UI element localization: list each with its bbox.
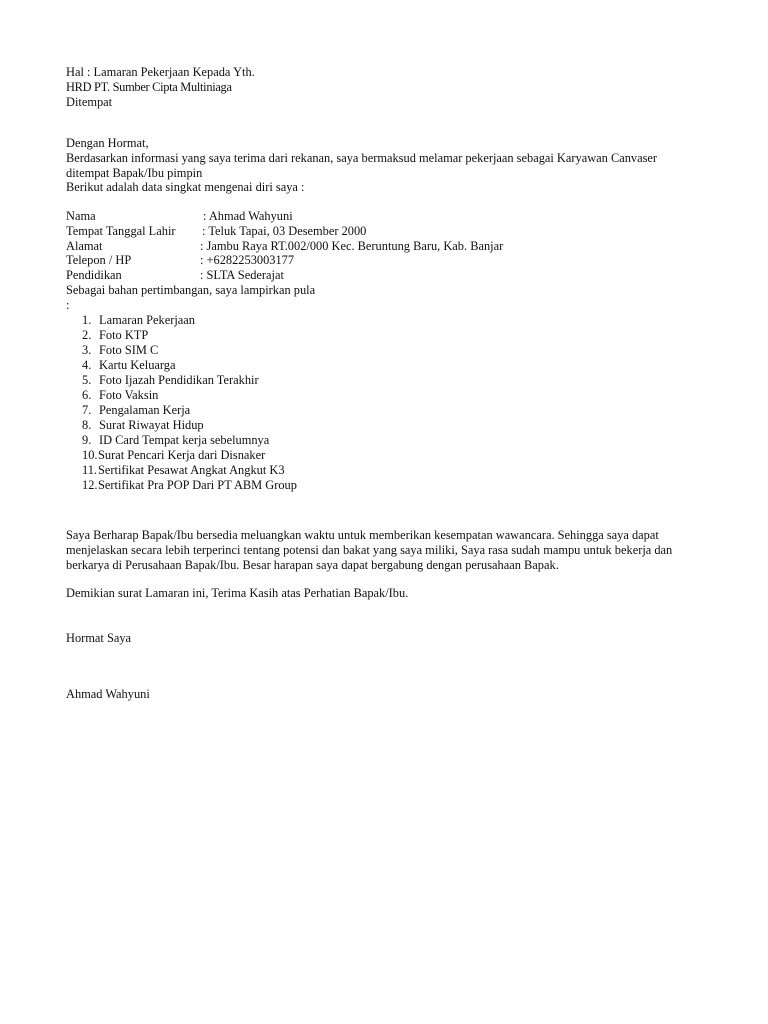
salutation: Hormat Saya xyxy=(66,631,132,645)
data-intro: Berikut adalah data singkat mengenai diri saya : xyxy=(66,180,305,195)
personal-value: : +6282253003177 xyxy=(200,253,295,268)
intro-line-2: ditempat Bapak/Ibu pimpin xyxy=(66,165,203,180)
thanks-block xyxy=(66,586,706,601)
subject-line: Hal : Lamaran Pekerjaan Kepada Yth. xyxy=(66,65,255,79)
list-text: Foto Ijazah Pendidikan Terakhir xyxy=(99,373,259,387)
list-number: 10. xyxy=(82,448,98,462)
closing-line-3: berkarya di Perusahaan Bapak/Ibu. Besar harapan saya dapat bergabung dengan perusahaan Bapak. xyxy=(66,557,559,572)
signature-name: Ahmad Wahyuni xyxy=(66,687,150,701)
thanks-line: Demikian surat Lamaran ini, Terima Kasih atas Perhatian Bapak/Ibu. xyxy=(66,586,409,600)
personal-row-birth xyxy=(66,224,706,239)
letter-opening xyxy=(66,136,706,195)
list-number: 6. xyxy=(82,388,92,402)
list-item xyxy=(66,388,706,403)
list-text: Pengalaman Kerja xyxy=(99,403,191,417)
closing-paragraph xyxy=(66,528,706,572)
personal-label: Alamat xyxy=(66,238,103,253)
attachments-intro-block xyxy=(66,283,706,313)
list-item xyxy=(66,448,706,463)
list-number: 7. xyxy=(82,403,92,417)
personal-label: Pendidikan xyxy=(66,268,122,283)
recipient-line: HRD PT. Sumber Cipta Multiniaga xyxy=(66,79,232,94)
list-item xyxy=(66,403,706,418)
closing-line-1: Saya Berharap Bapak/Ibu bersedia meluangkan waktu untuk memberikan kesempatan wawancara. Sehingga saya dapat xyxy=(66,528,659,542)
attachments-colon: : xyxy=(66,297,70,312)
list-number: 5. xyxy=(82,373,92,387)
list-item xyxy=(66,343,706,358)
personal-label: Nama xyxy=(66,209,96,223)
personal-data xyxy=(66,209,706,283)
list-text: Surat Riwayat Hidup xyxy=(99,418,204,432)
list-text: Kartu Keluarga xyxy=(99,358,176,372)
personal-row-name xyxy=(66,209,706,224)
personal-value: : SLTA Sederajat xyxy=(200,268,284,283)
greeting: Dengan Hormat, xyxy=(66,136,149,150)
list-text: Sertifikat Pesawat Angkat Angkut K3 xyxy=(98,463,285,477)
signature-block xyxy=(66,687,706,702)
list-number: 11. xyxy=(82,463,98,477)
list-item xyxy=(66,418,706,433)
list-text: Sertifikat Pra POP Dari PT ABM Group xyxy=(98,478,297,492)
list-text: Foto KTP xyxy=(99,328,149,342)
list-number: 12. xyxy=(82,478,98,492)
list-item xyxy=(66,478,706,493)
personal-label: Telepon / HP xyxy=(66,253,132,268)
list-item xyxy=(66,433,706,448)
list-number: 8. xyxy=(82,418,92,432)
personal-value: : Teluk Tapai, 03 Desember 2000 xyxy=(202,223,367,238)
list-item xyxy=(66,373,706,388)
personal-value: : Jambu Raya RT.002/000 Kec. Beruntung Baru, Kab. Banjar xyxy=(200,238,504,253)
letter-header xyxy=(66,65,706,109)
list-text: Foto SIM C xyxy=(99,343,159,357)
personal-value: : Ahmad Wahyuni xyxy=(203,209,293,223)
personal-row-address xyxy=(66,239,706,254)
personal-row-phone xyxy=(66,253,706,268)
personal-row-education xyxy=(66,268,706,283)
list-number: 1. xyxy=(82,313,92,327)
attachments-intro: Sebagai bahan pertimbangan, saya lampirkan pula xyxy=(66,283,316,297)
intro-line-1: Berdasarkan informasi yang saya terima dari rekanan, saya bermaksud melamar pekerjaan sebagai Karyawan Canvaser xyxy=(66,150,658,165)
list-text: Lamaran Pekerjaan xyxy=(99,313,195,327)
list-number: 9. xyxy=(82,433,92,447)
attachments-list xyxy=(66,313,706,493)
list-number: 2. xyxy=(82,328,92,342)
list-item xyxy=(66,328,706,343)
place-line: Ditempat xyxy=(66,94,113,109)
closing-line-2: menjelaskan secara lebih terperinci tentang potensi dan bakat yang saya miliki, Saya rasa sudah mampu untuk bekerja dan xyxy=(66,542,673,557)
list-number: 4. xyxy=(82,358,92,372)
personal-label: Tempat Tanggal Lahir xyxy=(66,223,176,238)
list-text: Foto Vaksin xyxy=(99,388,159,402)
list-item xyxy=(66,358,706,373)
list-number: 3. xyxy=(82,343,92,357)
salutation-block xyxy=(66,631,706,646)
list-text: ID Card Tempat kerja sebelumnya xyxy=(99,433,270,447)
list-text: Surat Pencari Kerja dari Disnaker xyxy=(98,448,266,462)
list-item xyxy=(66,313,706,328)
list-item xyxy=(66,463,706,478)
